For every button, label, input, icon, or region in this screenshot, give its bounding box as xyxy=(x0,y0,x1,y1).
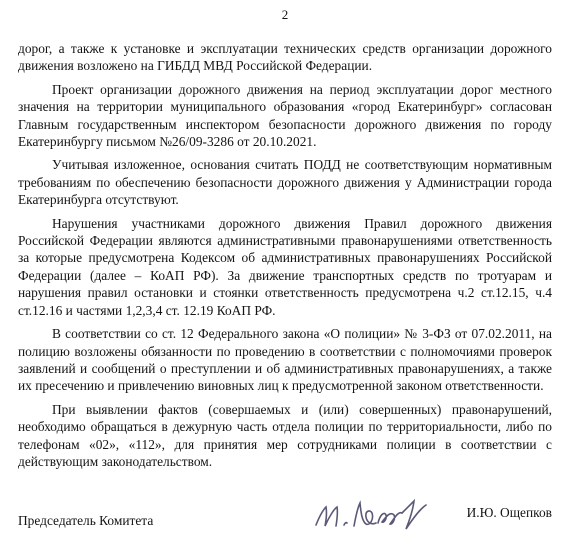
signer-title: Председатель Комитета xyxy=(18,513,154,528)
page-number: 2 xyxy=(281,7,289,22)
paragraph-road-devices: дорог, а также к установке и эксплуатации технических средств организации дорожного движения возложено на ГИБДД МВД Российской Федерации. xyxy=(18,41,552,74)
paragraph-contact-police: При выявлении фактов (совершаемых и (или) совершенных) правонарушений, необходимо обращаться в дежурную часть отдела полиции по территориальности, либо по телефонам «02», «112», для принятия мер сотрудниками полиции в соответствии с действующим законодательством. xyxy=(18,401,552,469)
handwritten-signature xyxy=(310,495,430,533)
signature-block xyxy=(18,505,552,533)
paragraph-conclusion: Учитывая изложенное, основания считать ПОДД не соответствующим нормативным требованиям по обеспечению безопасности дорожного движения у Администрации города Екатеринбурга отсутствуют. xyxy=(18,157,552,208)
letter-body xyxy=(18,40,552,476)
signer-name: И.Ю. Ощепков xyxy=(466,505,552,520)
paragraph-traffic-project: Проект организации дорожного движения на период эксплуатации дорог местного значения на территории муниципального образования «город Екатеринбург» согласован Главным государственным инспектором безопасности дорожного движения по городу Екатеринбургу письмом №26/09-3286 от 20.10.2021. xyxy=(18,81,552,150)
paragraph-violations: Нарушения участниками дорожного движения Правил дорожного движения Российской Федерации являются административными правонарушениями ответственность за которые предусмотрена Кодексом об административных правонарушениях Российской Федерации (далее – КоАП РФ). За движение транспортных средств по тротуарам и нарушения правил остановки и стоянки ответственность предусмотрена ч.2 ст.12.15, ч.4 ст.12.16 и частями 1,2,3,4 ст. 12.19 КоАП РФ. xyxy=(18,215,552,318)
paragraph-police-law: В соответствии со ст. 12 Федерального закона «О полиции» № 3-ФЗ от 07.02.2011, на полицию возложены обязанности по проведению в соответствии с полномочиями проверок заявлений и сообщений о преступлении и об административных правонарушениях, а также их пресечению и привлечению виновных лиц к предусмотренной законом ответственности. xyxy=(18,326,552,394)
